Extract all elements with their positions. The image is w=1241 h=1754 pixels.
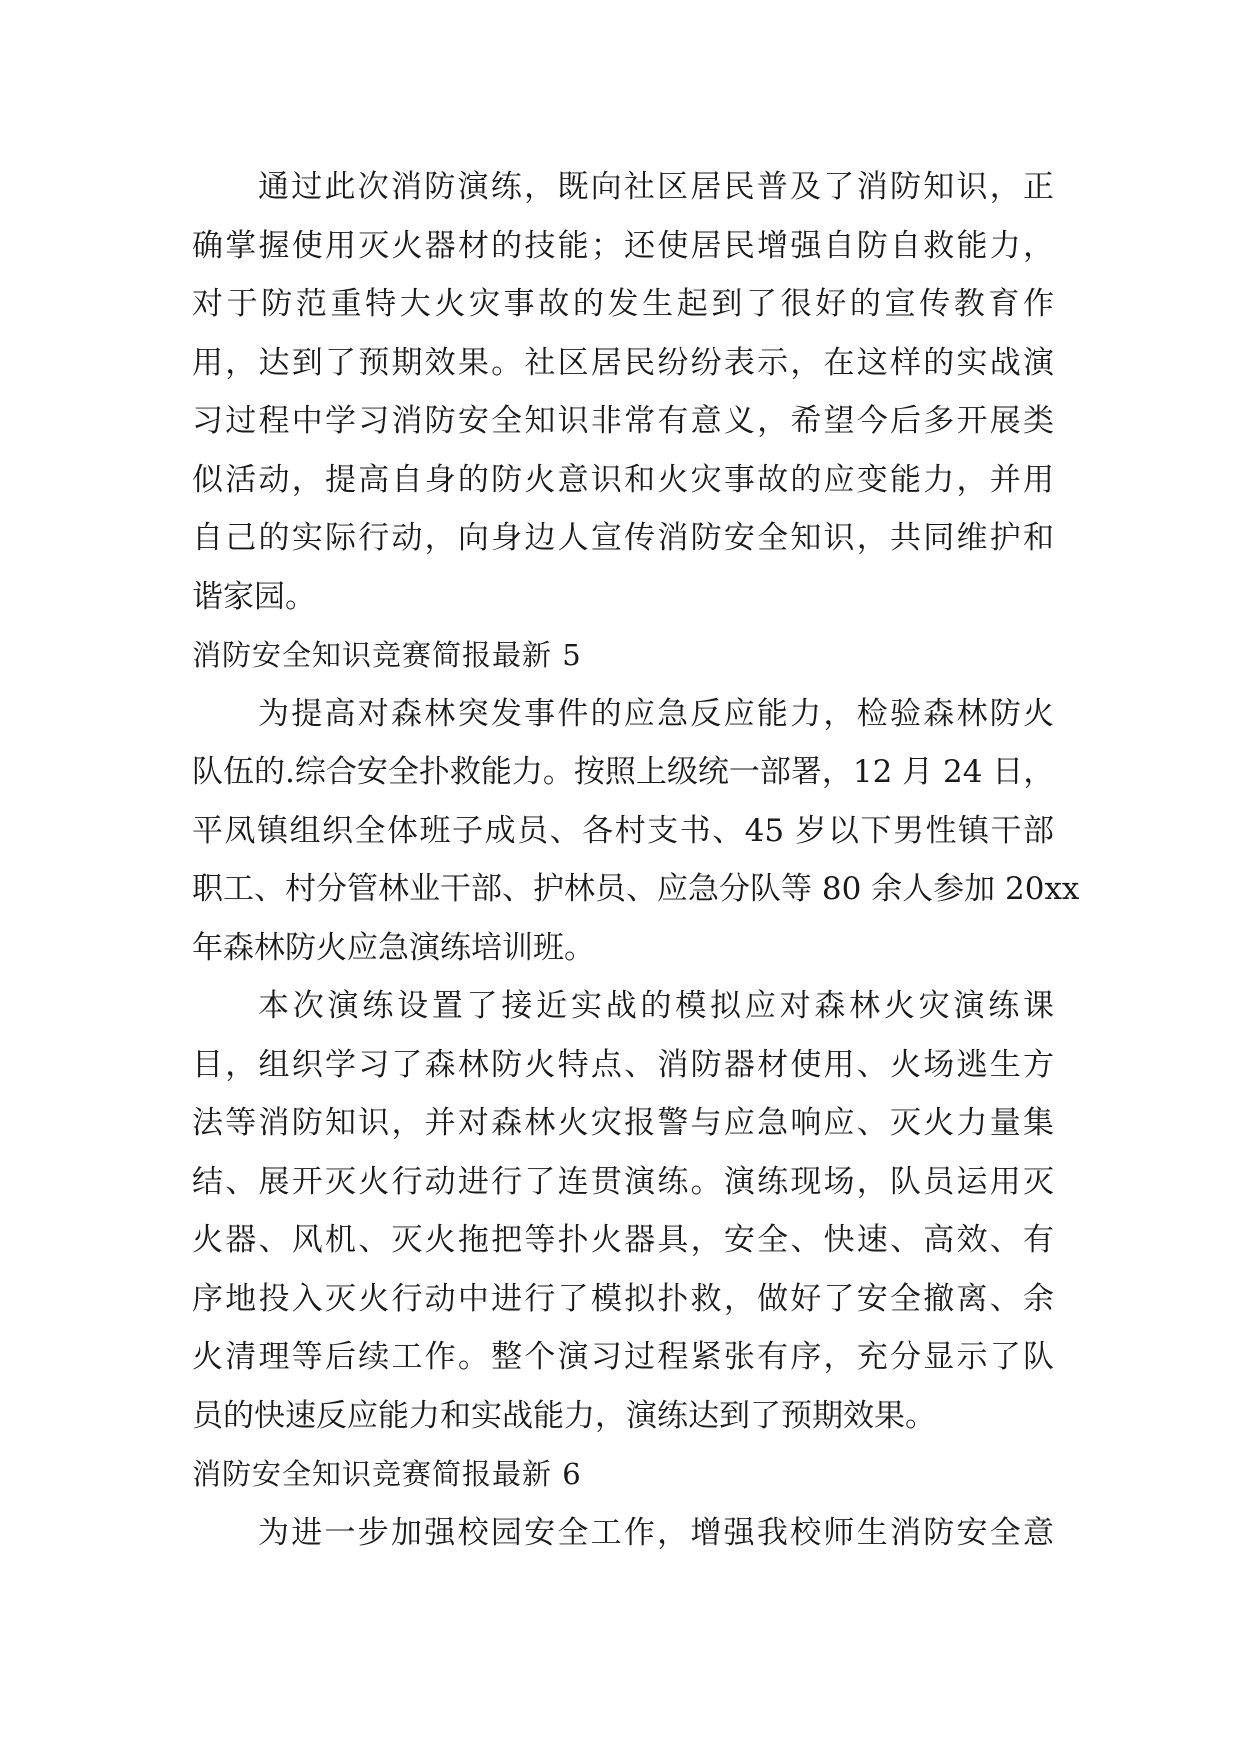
text-line: 习过程中学习消防安全知识非常有意义，希望今后多开展类	[192, 403, 1054, 439]
text-line: 队伍的.综合安全扑救能力。按照上级统一部署，12 月 24 日，	[192, 754, 1055, 790]
text-line: 火器、风机、灭火拖把等扑火器具，安全、快速、高效、有	[192, 1222, 1054, 1258]
text-line: 通过此次消防演练，既向社区居民普及了消防知识，正	[258, 169, 1054, 205]
paragraph-forest-fire-training	[192, 685, 1080, 978]
text-line: 平凤镇组织全体班子成员、各村支书、45 岁以下男性镇干部	[192, 812, 1054, 849]
section-heading-6: 消防安全知识竞赛简报最新 6	[192, 1457, 582, 1491]
text-line: 职工、村分管林业干部、护林员、应急分队等 80 余人参加 20xx	[192, 871, 1080, 907]
text-line: 目，组织学习了森林防火特点、消防器材使用、火场逃生方	[192, 1046, 1054, 1083]
text-line: 为进一步加强校园安全工作，增强我校师生消防安全意	[258, 1514, 1054, 1551]
text-line: 序地投入灭火行动中进行了模拟扑救，做好了安全撤离、余	[192, 1280, 1054, 1317]
text-line: 自己的实际行动，向身边人宣传消防安全知识，共同维护和	[192, 520, 1054, 556]
text-line: 年森林防火应急演练培训班。	[192, 929, 595, 966]
text-line: 法等消防知识，并对森林火灾报警与应急响应、灭火力量集	[192, 1105, 1054, 1141]
text-line: 谐家园。	[192, 578, 316, 615]
text-line: 似活动，提高自身的防火意识和火灾事故的应变能力，并用	[192, 461, 1054, 498]
text-line: 用，达到了预期效果。社区居民纷纷表示，在这样的实战演	[192, 344, 1054, 381]
text-line: 员的快速反应能力和实战能力，演练达到了预期效果。	[192, 1397, 936, 1434]
paragraph-drill-content	[192, 977, 1054, 1445]
document-page	[192, 158, 1080, 1562]
text-line: 结、展开灭火行动进行了连贯演练。演练现场，队员运用灭	[192, 1163, 1054, 1200]
text-line: 为提高对森林突发事件的应急反应能力，检验森林防火	[258, 695, 1054, 732]
text-line: 对于防范重特大火灾事故的发生起到了很好的宣传教育作	[192, 286, 1054, 322]
text-line: 本次演练设置了接近实战的模拟应对森林火灾演练课	[258, 988, 1054, 1024]
section-heading-5: 消防安全知识竞赛简报最新 5	[192, 638, 582, 672]
text-line: 确掌握使用灭火器材的技能；还使居民增强自防自救能力，	[192, 227, 1054, 264]
paragraph-campus-safety	[192, 1504, 1054, 1563]
paragraph-drill-summary	[192, 158, 1054, 626]
text-line: 火清理等后续工作。整个演习过程紧张有序，充分显示了队	[192, 1339, 1054, 1375]
